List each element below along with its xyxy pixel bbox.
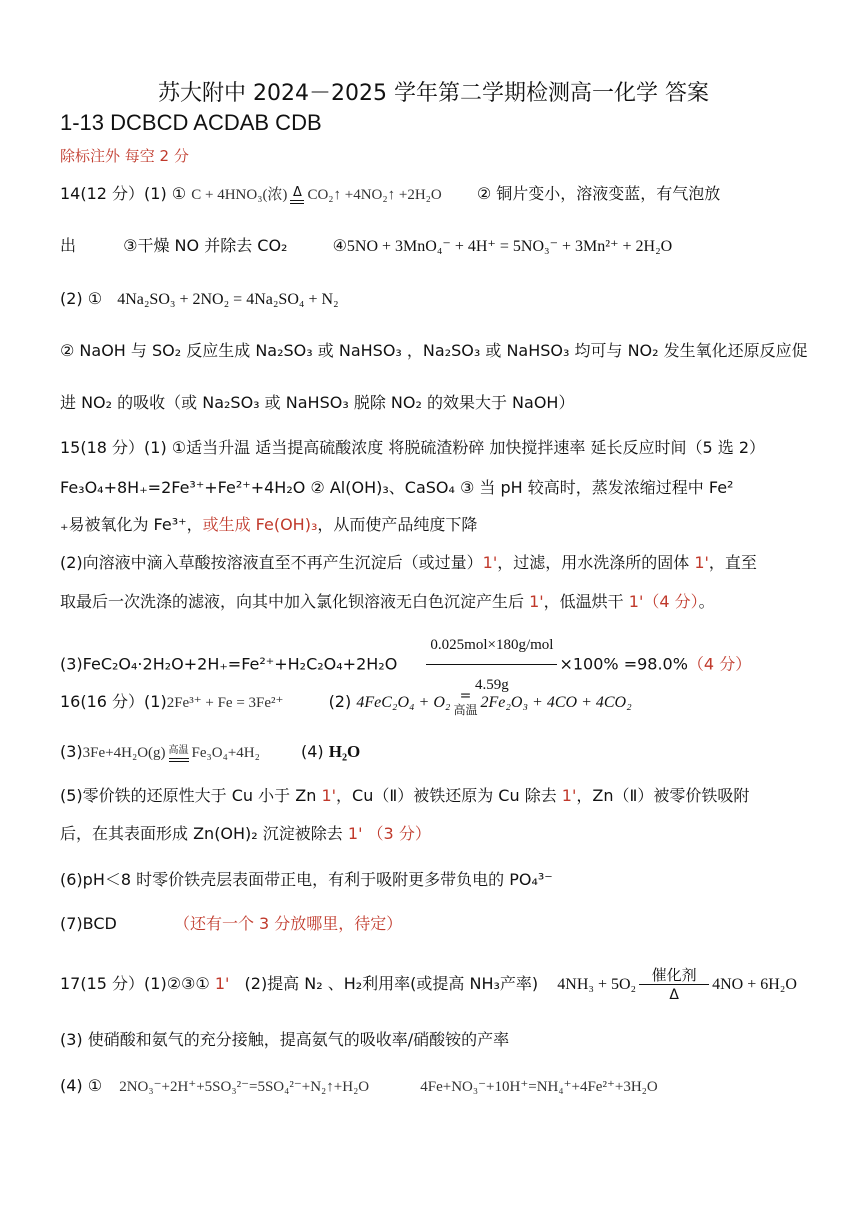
q14-line-4: ② NaOH 与 SO₂ 反应生成 Na₂SO₃ 或 NaHSO₃ ，Na₂SO₃ 或 NaHSO₃ 均可与 NO₂ 发生氧化还原反应促 bbox=[60, 341, 808, 360]
q14-eq1-condition bbox=[290, 186, 304, 204]
q16-line-3 bbox=[60, 786, 749, 806]
q15-l3-a: ₊易被氧化为 Fe³⁺， bbox=[60, 515, 203, 534]
q16-l2-eq-lhs: 3Fe+4H₂O(g) bbox=[82, 745, 166, 761]
q16-line-5: (6)pH＜8 时零价铁壳层表面带正电，有利于吸附更多带负电的 PO₄³⁻ bbox=[60, 870, 553, 889]
q17-line-2: (3) 使硝酸和氨气的充分接触，提高氨气的吸收率/硝酸铵的产率 bbox=[60, 1030, 510, 1049]
q16-eq2-condition bbox=[453, 689, 477, 717]
q14-label: 14(12 分）(1) ① bbox=[60, 184, 187, 203]
q15-l5-b: ，低温烘干 bbox=[543, 592, 629, 611]
q17-eq-condition bbox=[639, 966, 709, 1004]
q14-l3-eq: 4Na₂SO₃ + 2NO₂ = 4Na₂SO₄ + N₂ bbox=[117, 291, 339, 308]
q15-l4-b: ，过滤，用水洗涤所的固体 bbox=[497, 553, 695, 572]
q16-l3-b: ，Cu（Ⅱ）被铁还原为 Cu 除去 bbox=[336, 786, 562, 805]
q14-l2-c: ④5NO + 3MnO₄⁻ + 4H⁺ = 5NO₃⁻ + 3Mn²⁺ + 2H₂O bbox=[332, 238, 673, 255]
q15-l5-score-1: 1' bbox=[529, 592, 544, 611]
q16-eq2-eq-sign: = bbox=[459, 687, 472, 704]
q16-eq2-rhs: 2Fe₂O₃ + 4CO + 4CO₂ bbox=[480, 694, 632, 711]
q17-l1-score: 1' bbox=[214, 974, 230, 993]
q15-fraction-numerator: 0.025mol×180g/mol bbox=[426, 627, 557, 665]
scoring-note: 除标注外 每空 2 分 bbox=[60, 147, 189, 165]
q14-l3-label: (2) ① bbox=[60, 289, 103, 308]
q17-line-3 bbox=[60, 1076, 658, 1097]
q17-line-1 bbox=[60, 962, 797, 1007]
q16-eq2-lhs: 4FeC₂O₄ + O₂ bbox=[356, 694, 451, 711]
q15-line-3 bbox=[60, 515, 477, 535]
q14-eq1-bar bbox=[290, 200, 304, 204]
q16-l2-label: (3) bbox=[60, 742, 83, 761]
q16-l6-red: （还有一个 3 分放哪里，待定） bbox=[173, 914, 403, 933]
q17-l3-label: (4) ① bbox=[60, 1076, 103, 1095]
q16-l3-score-1: 1' bbox=[321, 786, 337, 805]
q15-l5-a: 取最后一次洗涤的滤液，向其中加入氯化钡溶液无白色沉淀产生后 bbox=[60, 592, 530, 611]
q15-l4-score-2: 1' bbox=[694, 553, 709, 572]
q15-line-1: 15(18 分）(1) ①适当升温 适当提高硫酸浓度 将脱硫渣粉碎 加快搅拌速率 延长反应时间（5 选 2） bbox=[60, 438, 766, 457]
q16-l2-h2o: H₂O bbox=[328, 742, 361, 761]
q15-line-4 bbox=[60, 553, 757, 573]
q16-l1-eq: 2Fe³⁺ + Fe = 3Fe²⁺ bbox=[166, 695, 284, 711]
q16-l2-eq-rhs: Fe₃O₄+4H₂ bbox=[191, 745, 260, 761]
q15-line-5 bbox=[60, 592, 715, 612]
q15-l4-score-1: 1' bbox=[482, 553, 498, 572]
q16-l4-a: 后，在其表面形成 Zn(OH)₂ 沉淀被除去 bbox=[60, 824, 348, 843]
q15-fraction-denominator: 4.59g bbox=[475, 677, 509, 693]
q14-l2-a: 出 bbox=[60, 236, 77, 255]
q16-l4-red: 1' （3 分） bbox=[347, 824, 431, 843]
q15-l4-c: ，直至 bbox=[708, 553, 757, 572]
q16-l3-c: ，Zn（Ⅱ）被零价铁吸附 bbox=[576, 786, 750, 805]
q17-eq-lhs: 4NH₃ + 5O₂ bbox=[557, 976, 637, 993]
q17-l1-a: 17(15 分）(1)②③① bbox=[60, 974, 210, 993]
q16-line-2 bbox=[60, 738, 360, 767]
q16-l2-p4: (4) bbox=[300, 742, 324, 761]
q16-l1-label: 16(16 分）(1) bbox=[60, 692, 167, 711]
q15-l3-red: 或生成 Fe(OH)₃ bbox=[202, 515, 318, 534]
q14-line-3 bbox=[60, 289, 339, 310]
q15-l3-b: ，从而使产品纯度下降 bbox=[317, 515, 478, 534]
q17-l3-eq2: 4Fe+NO₃⁻+10H⁺=NH₄⁺+4Fe²⁺+3H₂O bbox=[420, 1079, 658, 1095]
q14-eq1-rhs: CO₂↑ +4NO₂↑ +2H₂O bbox=[307, 187, 442, 203]
q16-eq2-cond-text: 高温 bbox=[453, 702, 478, 717]
q14-l2-b: ③干燥 NO 并除去 CO₂ bbox=[123, 236, 288, 255]
q14-line-5: 进 NO₂ 的吸收（或 Na₂SO₃ 或 NaHSO₃ 脱除 NO₂ 的效果大于 NaOH） bbox=[60, 393, 575, 412]
q15-l4-a: (2)向溶液中滴入草酸按溶液直至不再产生沉淀后（或过量） bbox=[60, 553, 483, 572]
q14-line-2 bbox=[60, 236, 672, 257]
q14-p2: ② 铜片变小，溶液变蓝，有气泡放 bbox=[476, 184, 721, 203]
q15-l6-red: （4 分） bbox=[687, 654, 752, 674]
q16-l2-bar bbox=[169, 758, 189, 762]
q16-line-1 bbox=[60, 688, 632, 717]
q16-line-6 bbox=[60, 914, 402, 934]
q15-l5-score-2: 1'（4 分） bbox=[628, 592, 699, 611]
q17-l3-eq1: 2NO₃⁻+2H⁺+5SO₃²⁻=5SO₄²⁻+N₂↑+H₂O bbox=[119, 1079, 370, 1095]
page-title: 苏大附中 2024－2025 学年第二学期检测高一化学 答案 bbox=[158, 81, 709, 106]
q15-l6-a: (3)FeC₂O₄·2H₂O+2H₊=Fe²⁺+H₂C₂O₄+2H₂O bbox=[60, 654, 398, 674]
q14-eq1-lhs: C + 4HNO₃(浓) bbox=[191, 187, 288, 203]
q17-eq-heat: Δ bbox=[669, 986, 679, 1003]
q16-l2-cond-text: 高温 bbox=[168, 744, 189, 756]
q15-l6-b: ×100% =98.0% bbox=[559, 654, 688, 674]
q15-line-2: Fe₃O₄+8H₊=2Fe³⁺+Fe²⁺+4H₂O ② Al(OH)₃、CaSO₄ ③ 当 pH 较高时，蒸发浓缩过程中 Fe² bbox=[60, 478, 734, 497]
q16-l1-p2: (2) bbox=[328, 692, 352, 711]
q14-eq1-cond-text: Δ bbox=[292, 184, 302, 200]
q16-line-4 bbox=[60, 824, 431, 844]
q17-eq-rhs: 4NO + 6H₂O bbox=[712, 976, 797, 993]
q17-l1-b: (2)提高 N₂ 、H₂利用率(或提高 NH₃产率) bbox=[244, 974, 539, 993]
q17-eq-catalyst: 催化剂 bbox=[651, 965, 697, 984]
q14-line-1 bbox=[60, 184, 720, 205]
q16-l3-score-2: 1' bbox=[561, 786, 577, 805]
multiple-choice-answers: 1-13 DCBCD ACDAB CDB bbox=[60, 110, 322, 135]
q15-l5-c: 。 bbox=[698, 592, 715, 611]
q16-l2-condition bbox=[169, 744, 189, 762]
q16-l3-a: (5)零价铁的还原性大于 Cu 小于 Zn bbox=[60, 786, 322, 805]
q16-l6-a: (7)BCD bbox=[60, 914, 117, 933]
